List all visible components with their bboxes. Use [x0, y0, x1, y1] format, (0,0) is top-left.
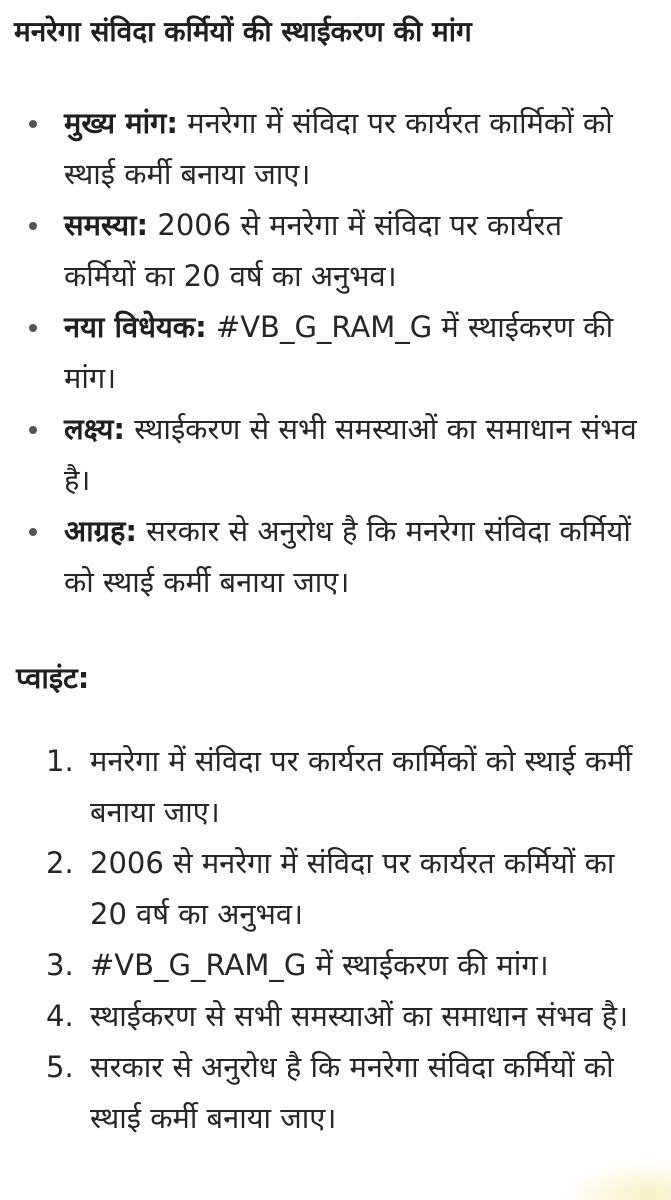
bullet-item	[0, 404, 671, 506]
numbered-item	[0, 991, 671, 1042]
bullet-label: नया विधेयक:	[64, 310, 207, 344]
page-title: मनरेगा संविदा कर्मियों की स्थाईकरण की मांग	[14, 15, 472, 48]
bullet-label: लक्ष्य:	[64, 412, 125, 446]
bullet-label: समस्या:	[64, 208, 149, 242]
item-number: 1.	[46, 744, 74, 778]
bullet-item	[0, 98, 671, 200]
bullet-item	[0, 200, 671, 302]
numbered-item	[0, 838, 671, 940]
numbered-item	[0, 940, 671, 991]
bullet-dot-icon	[29, 426, 37, 434]
item-text: स्थाईकरण से सभी समस्याओं का समाधान संभव है।	[90, 999, 629, 1033]
item-number: 3.	[46, 948, 74, 982]
item-number: 5.	[46, 1050, 74, 1084]
numbered-item	[0, 736, 671, 838]
bullet-text: सरकार से अनुरोध है कि मनरेगा संविदा कर्मियों को स्थाई कर्मी बनाया जाए।	[64, 514, 631, 599]
item-number: 4.	[46, 999, 74, 1033]
bullet-item	[0, 302, 671, 404]
bullet-text: स्थाईकरण से सभी समस्याओं का समाधान संभव है।	[64, 412, 637, 497]
bullet-text: 2006 से मनरेगा में संविदा पर कार्यरत कर्मियों का 20 वर्ष का अनुभव।	[64, 208, 563, 293]
demand-bullet-list	[0, 98, 671, 608]
bullet-dot-icon	[29, 324, 37, 332]
numbered-item	[0, 1042, 671, 1144]
bullet-item	[0, 506, 671, 608]
bullet-label: आग्रह:	[64, 514, 137, 548]
item-text: #VB_G_RAM_G में स्थाईकरण की मांग।	[90, 948, 549, 982]
points-heading: प्वाइंट:	[16, 661, 90, 695]
bullet-text: #VB_G_RAM_G में स्थाईकरण की मांग।	[64, 310, 614, 395]
bullet-dot-icon	[29, 528, 37, 536]
points-numbered-list	[0, 736, 671, 1144]
item-text: सरकार से अनुरोध है कि मनरेगा संविदा कर्मियों को स्थाई कर्मी बनाया जाए।	[90, 1050, 614, 1135]
bullet-dot-icon	[29, 222, 37, 230]
item-text: मनरेगा में संविदा पर कार्यरत कार्मिकों को स्थाई कर्मी बनाया जाए।	[90, 744, 633, 829]
bullet-label: मुख्य मांग:	[64, 106, 179, 140]
bullet-dot-icon	[29, 120, 37, 128]
bullet-text: मनरेगा में संविदा पर कार्यरत कार्मिकों को स्थाई कर्मी बनाया जाए।	[64, 106, 613, 191]
paper-smudge	[561, 1160, 671, 1200]
item-number: 2.	[46, 846, 74, 880]
item-text: 2006 से मनरेगा में संविदा पर कार्यरत कर्मियों का 20 वर्ष का अनुभव।	[90, 846, 615, 931]
